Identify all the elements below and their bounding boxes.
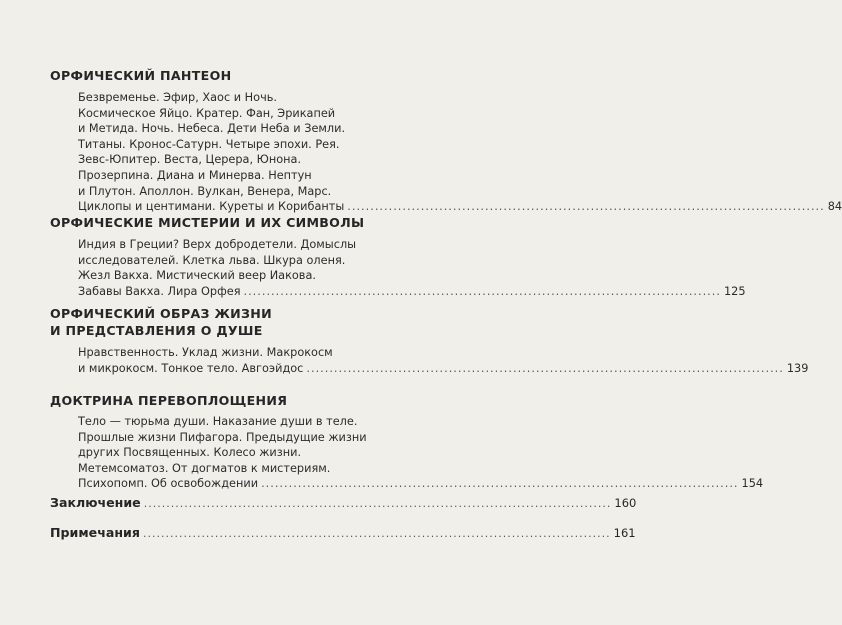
entry-line: и Метида. Ночь. Небеса. Дети Неба и Земли.: [78, 122, 346, 136]
dot-leader: ........................................................................................................: [306, 361, 784, 375]
toc-entry-mysteries[interactable]: [78, 237, 746, 299]
toc-entry-way-of-life[interactable]: [78, 345, 809, 376]
toc-entry-notes[interactable]: [50, 525, 636, 540]
page-number: 161: [613, 526, 636, 540]
entry-title: Примечания: [50, 525, 140, 540]
page-number: 154: [741, 477, 764, 491]
entry-line: Забавы Вакха. Лира Орфея: [78, 284, 241, 298]
entry-line: Безвременье. Эфир, Хаос и Ночь.: [78, 91, 278, 104]
entry-line: Зевс-Юпитер. Веста, Церера, Юнона.: [78, 153, 302, 167]
dot-leader: ........................................................................................................: [347, 200, 825, 214]
entry-line: других Посвященных. Колесо жизни.: [78, 446, 302, 460]
entry-last-line: [78, 284, 746, 300]
dot-leader: ........................................................................................................: [142, 527, 611, 540]
entry-line: Прозерпина. Диана и Минерва. Нептун: [78, 168, 312, 182]
entry-line: Индия в Греции? Верх добродетели. Домыслы: [78, 238, 357, 251]
entry-line: и Плутон. Аполлон. Вулкан, Венера, Марс.: [78, 184, 332, 198]
page-number: 84: [827, 200, 842, 214]
entry-last-line: [78, 476, 764, 492]
heading-line: ОРФИЧЕСКИЙ ОБРАЗ ЖИЗНИ: [50, 306, 272, 321]
entry-line: Нравственность. Уклад жизни. Макрокосм: [78, 346, 333, 359]
section-heading-mysteries: ОРФИЧЕСКИЕ МИСТЕРИИ И ИХ СИМВОЛЫ: [50, 215, 365, 230]
entry-last-line: [78, 199, 842, 215]
page-number: 139: [786, 361, 809, 375]
entry-line: Тело — тюрьма души. Наказание души в теле.: [78, 415, 358, 428]
dot-leader: ........................................................................................................: [261, 477, 739, 491]
dot-leader: ........................................................................................................: [243, 284, 721, 298]
section-heading-reincarnation: ДОКТРИНА ПЕРЕВОПЛОЩЕНИЯ: [50, 393, 288, 408]
entry-line: и микрокосм. Тонкое тело. Авгоэйдос: [78, 361, 304, 375]
entry-line: Жезл Вакха. Мистический веер Иакова.: [78, 269, 316, 283]
toc-entry-pantheon[interactable]: [78, 90, 842, 215]
toc-entry-reincarnation[interactable]: [78, 414, 764, 492]
entry-line: Титаны. Кронос-Сатурн. Четыре эпохи. Рея.: [78, 137, 340, 151]
entry-line: Космическое Яйцо. Кратер. Фан, Эрикапей: [78, 106, 336, 120]
entry-line: Циклопы и центимани. Куреты и Корибанты: [78, 200, 345, 214]
toc-entry-conclusion[interactable]: [50, 495, 637, 510]
page-number: 160: [614, 496, 637, 510]
entry-line: Метемсоматоз. От догматов к мистериям.: [78, 461, 331, 475]
entry-title: Заключение: [50, 495, 141, 510]
entry-last-line: [78, 361, 809, 377]
heading-line: И ПРЕДСТАВЛЕНИЯ О ДУШЕ: [50, 323, 263, 338]
section-heading-pantheon: ОРФИЧЕСКИЙ ПАНТЕОН: [50, 68, 232, 83]
entry-line: исследователей. Клетка льва. Шкура оленя.: [78, 253, 346, 267]
page-number: 125: [723, 284, 746, 298]
section-heading-way-of-life: [50, 305, 272, 339]
entry-line: Прошлые жизни Пифагора. Предыдущие жизни: [78, 430, 367, 444]
entry-line: Психопомп. Об освобождении: [78, 477, 259, 491]
dot-leader: ........................................................................................................: [143, 497, 612, 510]
